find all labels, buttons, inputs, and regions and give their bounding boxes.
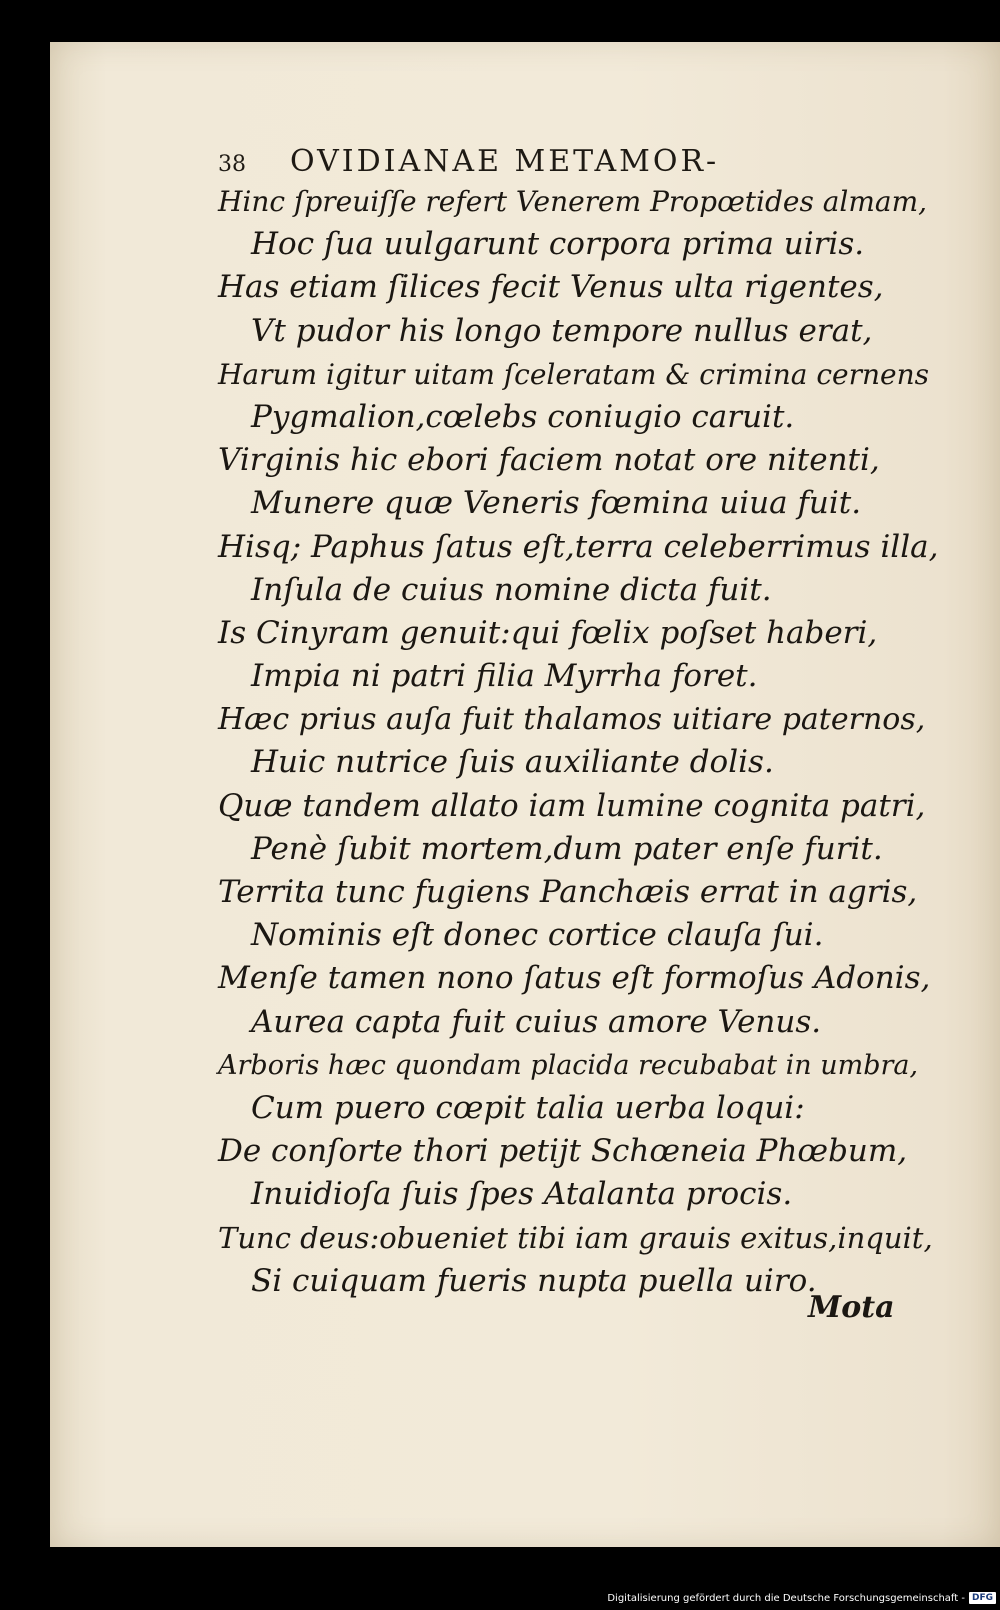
verse-line: Territa tunc fugiens Panchæis errat in agris, [218,874,918,910]
verse-line: Arboris hæc quondam placida recubabat in umbra, [218,1049,919,1081]
verse-line: Aurea capta fuit cuius amore Venus. [251,1003,822,1040]
verse-line: Is Cinyram genuit:qui fœlix poſset haberi, [218,614,878,651]
book-page [50,42,1000,1547]
verse-line: Has etiam ſilices fecit Venus ulta rigentes, [218,269,884,306]
verse-line: Pygmalion,cœlebs coniugio caruit. [251,398,795,435]
verse-line: Tunc deus:obueniet tibi iam grauis exitus,inquit, [218,1220,933,1255]
verse-line: Munere quæ Veneris fœmina uiua fuit. [251,485,862,522]
verse-line: Penè ſubit mortem,dum pater enſe furit. [251,830,883,867]
verse-line: Cum puero cœpit talia uerba loqui: [251,1089,805,1126]
running-title: OVIDIANAE METAMOR- [290,144,720,179]
verse-line: Nominis eſt donec cortice clauſa ſui. [251,917,824,954]
verse-line: Inuidioſa ſuis ſpes Atalanta procis. [251,1176,793,1213]
verse-line: Huic nutrice ſuis auxiliante dolis. [251,744,774,781]
dfg-logo-icon: DFG [969,1592,996,1604]
verse-line: Hinc ſpreuiſſe refert Venerem Propœtides almam, [218,185,928,218]
digitization-credit [607,1592,996,1604]
verse-block [218,180,938,1303]
verse-line: De conſorte thori petijt Schœneia Phœbum, [218,1133,908,1170]
verse-line: Hoc ſua uulgarunt corpora prima uiris. [251,226,865,263]
verse-line: Menſe tamen nono ſatus eſt formoſus Adonis, [218,960,931,997]
catchword: Mota [808,1290,895,1325]
verse-line: Si cuiquam fueris nupta puella uiro. [251,1262,817,1299]
verse-line: Hæc prius auſa fuit thalamos uitiare paternos, [218,702,926,738]
page-header [218,144,719,179]
verse-line: Harum igitur uitam ſceleratam & crimina cernens [218,357,930,391]
verse-line: Inſula de cuius nomine dicta fuit. [251,571,772,608]
credit-text: Digitalisierung gefördert durch die Deutsche Forschungsgemeinschaft - [607,1592,965,1604]
verse-line: Impia ni patri filia Myrrha foret. [251,658,758,695]
verse-line: Hisq; Paphus ſatus eſt,terra celeberrimus illa, [218,528,939,565]
verse-line: Vt pudor his longo tempore nullus erat, [251,312,873,349]
verse-line: Virginis hic ebori faciem notat ore nitenti, [218,442,880,479]
page-number: 38 [218,152,246,177]
verse-line: Quæ tandem allato iam lumine cognita patri, [218,787,926,824]
